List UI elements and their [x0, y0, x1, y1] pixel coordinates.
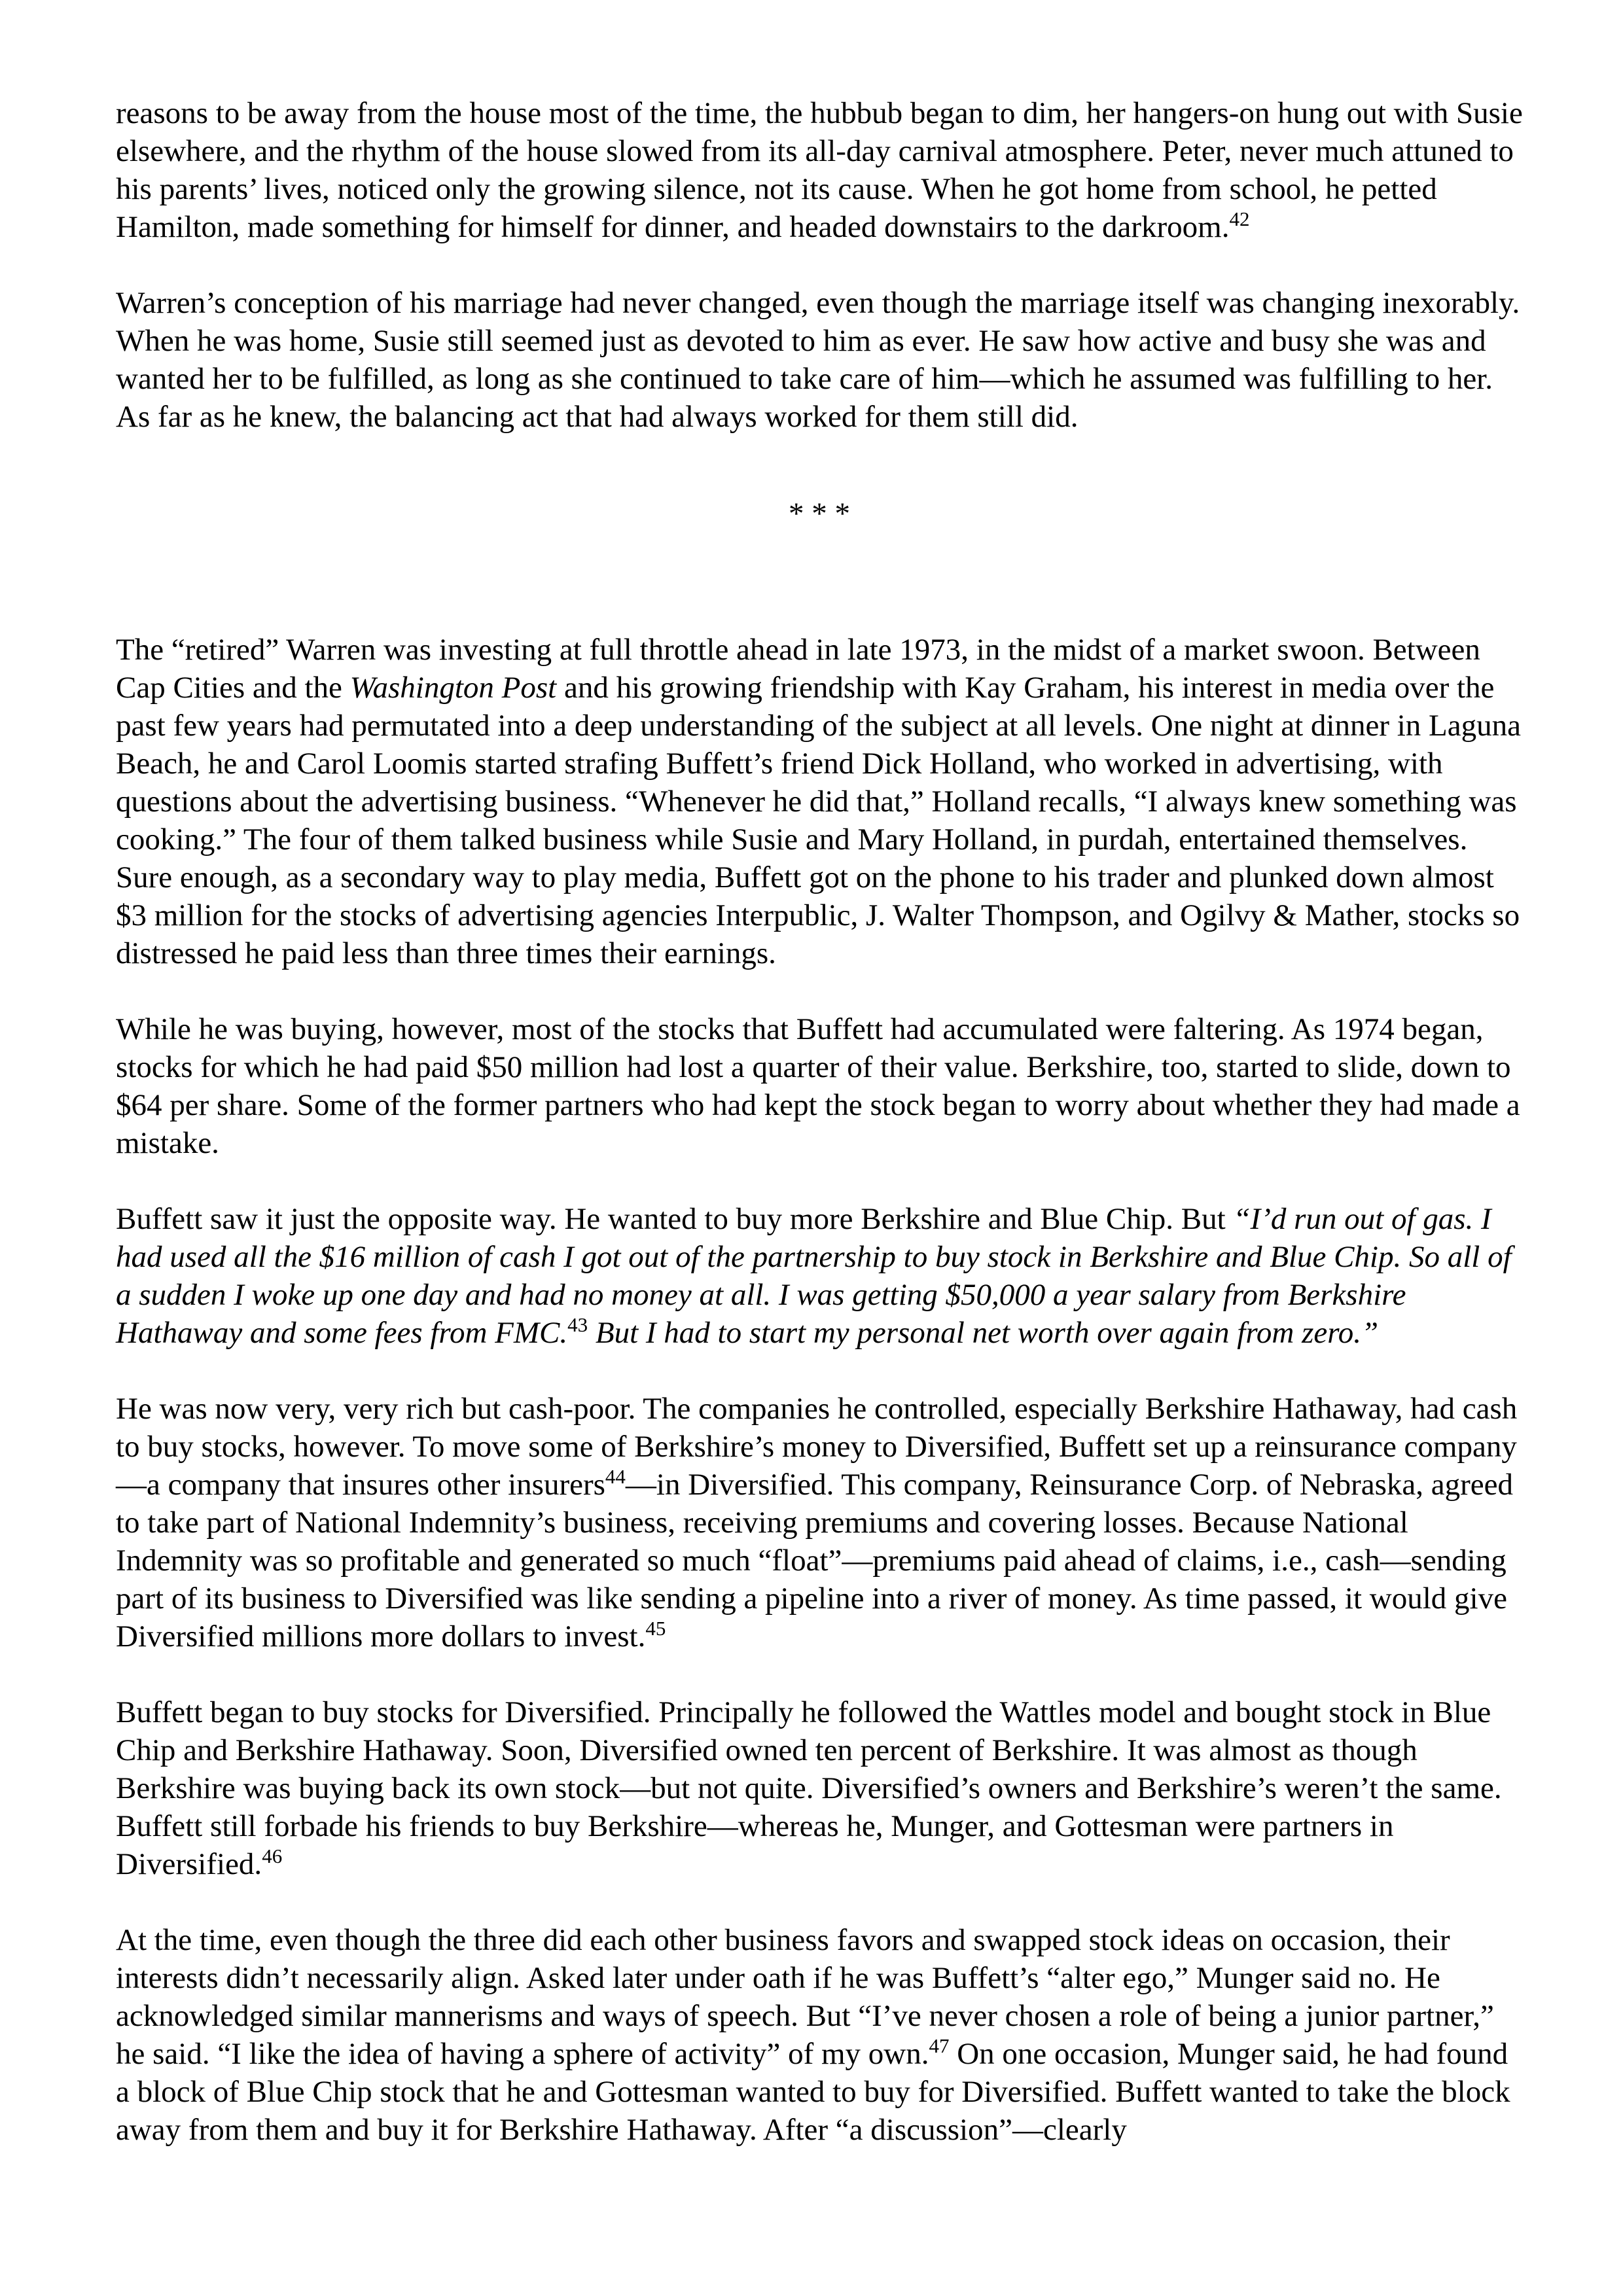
footnote-reference: 43: [567, 1313, 588, 1336]
footnote-reference: 44: [605, 1465, 626, 1488]
text-run: On one occasion, Munger said, he had found a block of Blue Chip stock that he and Gottesman wanted to buy for Diversified. Buffett wanted to take the block away from them and buy it for Berkshire Hathaway. After “a discussion”—clearly: [116, 2037, 1510, 2147]
body-paragraph: [116, 94, 1523, 246]
text-run: The “retired” Warren was investing at full throttle ahead in late 1973, in the midst of a market swoon. Between Cap Cities and the: [116, 633, 1480, 705]
italic-text: Washington Post: [349, 671, 557, 705]
footnote-reference: 46: [262, 1845, 283, 1867]
book-page: [116, 94, 1523, 2187]
text-run: Buffett saw it just the opposite way. He wanted to buy more Berkshire and Blue Chip. But: [116, 1202, 1234, 1236]
text-run: —in Diversified. This company, Reinsurance Corp. of Nebraska, agreed to take part of National Indemnity’s business, receiving premiums and covering losses. Because National Indemnity was so profitable and generated so much “float”—premiums paid ahead of claims, i.e., cash—sending part of its business to Diversified was like sending a pipeline into a river of money. As time passed, it would give Diversified millions more dollars to invest.: [116, 1468, 1513, 1653]
body-paragraph: [116, 1921, 1523, 2149]
text-run: While he was buying, however, most of the stocks that Buffett had accumulated were faltering. As 1974 began, stocks for which he had paid $50 million had lost a quarter of their value. Berkshire, too, started to slide, down to $64 per share. Some of the former partners who had kept the stock began to worry about whether they had made a mistake.: [116, 1012, 1520, 1160]
section-separator: [116, 495, 1523, 533]
text-run: Warren’s conception of his marriage had never changed, even though the marriage itself was changing inexorably. When he was home, Susie still seemed just as devoted to him as ever. He saw how active and busy she was and wanted her to be fulfilled, as long as she continued to take care of him—which he assumed was fulfilling to her. As far as he knew, the balancing act that had always worked for them still did.: [116, 286, 1520, 434]
text-run: At the time, even though the three did each other business favors and swapped stock ideas on occasion, their interests didn’t necessarily align. Asked later under oath if he was Buffett’s “alter ego,” Munger said no. He acknowledged similar mannerisms and ways of speech. But “I’ve never chosen a role of being a junior partner,” he said. “I like the idea of having a sphere of activity” of my own.: [116, 1923, 1494, 2071]
text-run: reasons to be away from the house most of the time, the hubbub began to dim, her hangers-on hung out with Susie elsewhere, and the rhythm of the house slowed from its all-day carnival atmosphere. Peter, never much attuned to his parents’ lives, noticed only the growing silence, not its cause. When he got home from school, he petted Hamilton, made something for himself for dinner, and headed downstairs to the darkroom.: [116, 96, 1523, 244]
text-run: * * *: [789, 497, 850, 531]
footnote-reference: 42: [1229, 207, 1250, 230]
body-paragraph: [116, 631, 1523, 972]
text-run: Buffett began to buy stocks for Diversified. Principally he followed the Wattles model and bought stock in Blue Chip and Berkshire Hathaway. Soon, Diversified owned ten percent of Berkshire. It was almost as though Berkshire was buying back its own stock—but not quite. Diversified’s owners and Berkshire’s weren’t the same. Buffett still forbade his friends to buy Berkshire—whereas he, Munger, and Gottesman were partners in Diversified.: [116, 1695, 1502, 1881]
text-run: and his growing friendship with Kay Graham, his interest in media over the past few years had permutated into a deep understanding of the subject at all levels. One night at dinner in Laguna Beach, he and Carol Loomis started strafing Buffett’s friend Dick Holland, who worked in advertising, with questions about the advertising business. “Whenever he did that,” Holland recalls, “I always knew something was cooking.” The four of them talked business while Susie and Mary Holland, in purdah, entertained themselves. Sure enough, as a secondary way to play media, Buffett got on the phone to his trader and plunked down almost $3 million for the stocks of advertising agencies Interpublic, J. Walter Thompson, and Ogilvy & Mather, stocks so distressed he paid less than three times their earnings.: [116, 671, 1521, 970]
body-paragraph: [116, 1010, 1523, 1162]
body-paragraph: [116, 1693, 1523, 1883]
italic-text: But I had to start my personal net worth over again from zero.”: [588, 1316, 1379, 1350]
italic-text: “I’d run out of gas. I had used all the $16 million of cash I got out of the partnership to buy stock in Berkshire and Blue Chip. So all of a sudden I woke up one day and had no money at all. I was getting $50,000 a year salary from Berkshire Hathaway and some fees from FMC.: [116, 1202, 1512, 1350]
footnote-reference: 45: [645, 1617, 666, 1640]
text-run: He was now very, very rich but cash-poor. The companies he controlled, especially Berkshire Hathaway, had cash to buy stocks, however. To move some of Berkshire’s money to Diversified, Buffett set up a reinsurance company—a company that insures other insurers: [116, 1392, 1518, 1502]
body-paragraph: [116, 284, 1523, 436]
footnote-reference: 47: [929, 2034, 950, 2057]
body-paragraph: [116, 1390, 1523, 1655]
body-paragraph: [116, 1200, 1523, 1352]
